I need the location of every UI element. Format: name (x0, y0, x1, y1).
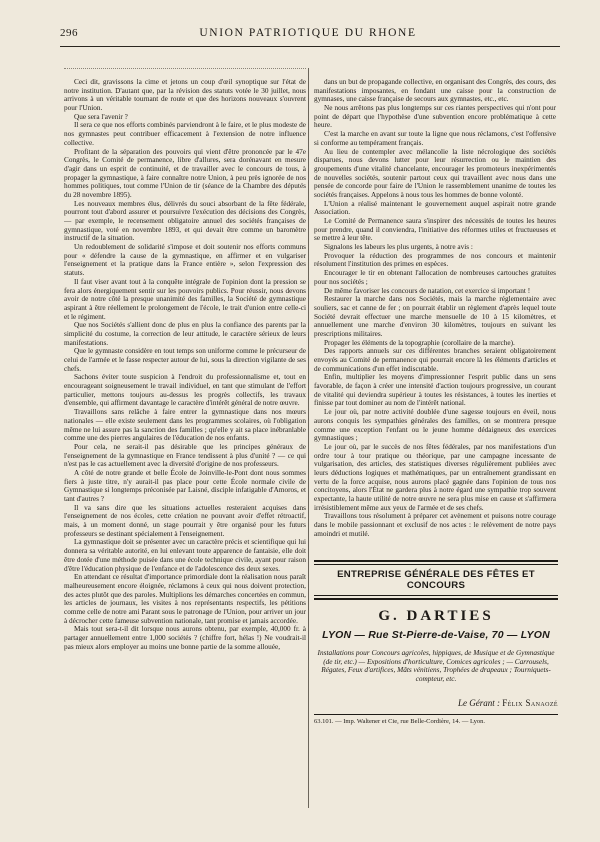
paragraph: Le jour où, par le succès de nos fêtes fédérales, par nos manifestations d'un ordre tour à tour pratique ou théorique, par une campagne incessante de vulgarisation, des articles, des statistiques diverses régulièrement publiées avec leurs déductions logiques et mathématiques, par un entraînement grandissant en vertu de la force acquise, nous aurons placé gagnée dans l'opinion de tous nos concitoyens, alors l'État ne gardera plus à notre égard une sympathie trop souvent expectante, la haute utilité de notre œuvre ne sera plus mise en cause et s'affirmera irrésistiblement même aux yeux de l'armée et de ses chefs. (314, 442, 556, 512)
paragraph: A côté de notre grande et belle École de Joinville-le-Pont dont nous sommes fiers à juste titre, n'y aurait-il pas place pour cette École normale civile de Gymnastique si longtemps préconisée par Laisné, disciple infatigable d'Amoros, et tant d'autres ? (64, 468, 306, 503)
paragraph: Mais tout sera-t-il dit lorsque nous aurons obtenu, par exemple, 40,000 fr. à partager annuellement entre 1,000 sociétés ? (chiffre fort, hélas !) Ne voudrait-il pas mieux alors employer au moins une bonne partie de la somme allouée, (64, 625, 306, 651)
paragraph: Le Comité de Permanence saura s'inspirer des nécessités de toutes les heures pour prendre, quand il conviendra, l'initiative des réformes utiles et fructueuses et se mettre à leur tête. (314, 217, 556, 243)
paragraph: Enfin, multiplier les moyens d'impressionner l'esprit public dans un sens favorable, de façon à créer une intensité d'action toujours progressive, un courant de vitalité qui deviendra supérieur à toutes les résistances, à toutes les inerties et finisse par tout dominer au nom de l'intérêt national. (314, 373, 556, 408)
paragraph: Ne nous arrêtons pas plus longtemps sur ces riantes perspectives qui n'ont pour point de départ que l'hypothèse d'une subvention encore problématique à cette heure. (314, 104, 556, 130)
gerant-name: Félix Sanaozé (502, 697, 558, 708)
gerant-line (314, 698, 558, 708)
paragraph: Il va sans dire que les situations actuelles resteraient acquises dans l'enseignement de nos écoles, cette création ne pouvant avoir d'effet rétroactif, mais, à un moment donné, un stage pourrait y être organisé pour les futurs professeurs se destinant spécialement à l'enseignement. (64, 503, 306, 538)
paragraph: Il faut viser avant tout à la conquête intégrale de l'opinion dont la pression se fera alors énergiquement sentir sur les pouvoirs publics. Pour réussir, nous devons avoir de notre côté la presque unanimité des familles, la Société de gymnastique aspirant à être réellement le prolongement de l'école, le trait d'union entre celle-ci et le régiment. (64, 277, 306, 321)
paragraph: Ceci dit, gravissons la cime et jetons un coup d'œil synoptique sur l'état de notre institution. D'autant que, par la révision des statuts votée le 30 juillet, nous arrivons à un véritable tournant de route et que des horizons nouveaux s'ouvrent pour l'Union. (64, 78, 306, 113)
paragraph: Que le gymnaste considère en tout temps son uniforme comme le précurseur de celui de l'armée et le fasse respecter autour de lui, sous la direction vigilante de ses chefs. (64, 347, 306, 373)
advertisement-block (314, 560, 558, 725)
paragraph: Que nos Sociétés s'allient donc de plus en plus la confiance des parents par la simplicité du costume, la correction de leur attitude, le caractère sérieux de leurs manifestations. (64, 321, 306, 347)
paragraph: Sachons éviter toute suspicion à l'endroit du professionnalisme et, tout en encourageant soigneusement le travail individuel, en tant que stimulant de l'effort particulier, mettons toujours au-dessus les progrès collectifs, les travaux d'ensemble, qui affirment davantage le caractère d'intérêt général de notre œuvre. (64, 373, 306, 408)
ad-bottom-rule (314, 595, 558, 600)
paragraph: L'Union a réalisé maintenant le gouvernement auquel aspirait notre grande Association. (314, 199, 556, 217)
paragraph: En attendant ce résultat d'importance primordiale dont la réalisation nous paraît malheureusement encore éloignée, réclamons à ceux qui nous doivent protection, des actes plutôt que des paroles. Multiplions les démarches concertées en commun, les articles de journaux, les visites à nos représentants respectifs, les pétitions comme celle de notre ami Parant sous le patronage de l'Union, pour arriver un jour à décrocher cette fameuse subvention nationale, tant promise et jamais accordée. (64, 573, 306, 625)
header-rule (60, 46, 560, 47)
paragraph: Propager les éléments de la topographie (corollaire de la marche). (324, 338, 515, 347)
paragraph: C'est la marche en avant sur toute la ligne que nous réclamons, c'est l'offensive si conforme au tempérament français. (314, 130, 556, 147)
firm-address: LYON — Rue St-Pierre-de-Vaise, 70 — LYON (322, 629, 550, 641)
paragraph: Restaurer la marche dans nos Sociétés, mais la marche réglementaire avec souliers, sac et canne de fer ; on pourrait établir un règlement d'après lequel toute Société devrait effectuer une marche mensuelle de 10 à 15 kilomètres, et annuellement une marche d'environ 30 kilomètres, toujours en suivant les prescriptions militaires. (314, 295, 556, 338)
paragraph: De même favoriser les concours de natation, cet exercice si important ! (324, 286, 531, 295)
paragraph: Il sera ce que nos efforts combinés parviendront à le faire, et le plus modeste de nos gymnastes peut contribuer efficacement à l'extension de notre influence collective. (64, 121, 306, 147)
left-text-column (64, 78, 306, 820)
paragraph: Profitant de la séparation des pouvoirs qui vient d'être prononcée par le 47e Congrès, le Comité de permanence, libre d'allures, sera dorénavant en mesure d'agir dans un esprit de continuité, et de travailler avec le concours de tous, à propager la gymnastique, à faire connaître notre Union, à peu près ignorée de nos hommes politiques, tout comme l'Union de tir (séance de la Chambre des députés du 28 novembre 1895). (64, 147, 306, 199)
paragraph: Encourager le tir en obtenant l'allocation de nombreuses cartouches gratuites pour nos sociétés ; (314, 269, 556, 286)
firm-description: Installations pour Concours agricoles, hippiques, de Musique et de Gymnastique (de tir, etc.) — Expositions d'horticulture, Comices agricoles ; — Carrousels, Régates, Feux d'artifices, Mâts vénitiens, Trophées de drapeaux ; Tourniquets-compteur, etc. (317, 648, 555, 684)
page-number: 296 (60, 27, 78, 39)
paragraph: La gymnastique doit se présenter avec un caractère précis et scientifique qui lui donnera sa véritable autorité, en lui enlevant toute apparence de fantaisie, elle doit être dotée d'une méthode puisée dans une école technique civile, ayant pour raison d'être l'éducation physique de l'enfance et de l'adolescence des deux sexes. (64, 538, 306, 573)
firm-name: G. DARTIES (378, 608, 494, 624)
column-separator (308, 68, 309, 808)
ad-top-rule (314, 560, 558, 565)
paragraph: Le jour où, par notre activité doublée d'une sagesse toujours en éveil, nous aurons conquis les sympathies générales des familles, on se montrera presque comme une exception l'enfant ou le jeune homme dédaigneux des exercices gymnastiques ; (314, 408, 556, 443)
paragraph: Travaillons tous résolument à préparer cet avènement et puisons notre courage dans le mobile passionnant et exclusif de nos actes : le relèvement de notre pays amoindri et mutilé. (314, 512, 556, 538)
paragraph: Signalons les labeurs les plus urgents, à notre avis : (324, 243, 473, 252)
paragraph: Que sera l'avenir ? (74, 112, 128, 121)
ad-title: ENTREPRISE GÉNÉRALE DES FÊTES ET CONCOURS (337, 569, 535, 591)
gerant-label: Le Gérant : (457, 697, 500, 708)
paragraph: Un redoublement de solidarité s'impose et doit soutenir nos efforts communs pour « défendre la cause de la gymnastique, en affirmer et en vulgariser l'enseignement et la pratique dans la France entière », selon l'expression des statuts. (64, 243, 306, 278)
paragraph: Les nouveaux membres élus, délivrés du souci absorbant de la fête fédérale, pourront tout d'abord assurer et poursuivre l'exécution des décisions des Congrès, — par exemple, le recensement obligatoire annuel des sociétés françaises de gymnastique, voté en novembre 1893, et qui devait être comme un baromètre instructif de la situation. (64, 199, 306, 243)
right-text-column (314, 78, 556, 538)
paragraph: Provoquer la réduction des programmes de nos concours et maintenir résolument l'institution des primes en espèces. (314, 251, 556, 269)
section-divider (64, 68, 306, 69)
paragraph: dans un but de propagande collective, en organisant des Congrès, des cours, des manifestations imposantes, en fondant une caisse pour la construction de gymnases, une caisse française de secours aux gymnastes, etc., etc. (314, 78, 556, 104)
printer-imprint: 63.101. — Imp. Waltener et Cie, rue Belle-Cordière, 14. — Lyon. (314, 714, 558, 725)
paragraph: Pour cela, ne serait-il pas désirable que les principes généraux de l'enseignement de la gymnastique en France tendissent à plus d'unité ? — ce qui n'est pas le cas actuellement avec la diversité d'origine de nos professeurs. (64, 442, 306, 469)
paragraph: Au lieu de contempler avec mélancolie la liste nécrologique des sociétés disparues, nous devons lutter pour leur résurrection ou le maintien des groupements d'une vitalité chancelante, encourager les promoteurs inexpérimentés de nouvelles sociétés, soutenir partout ceux qui travaillent avec nous dans une pensée de concorde pour faire de l'Union le rassemblement unanime de toutes les sociétés françaises. Appelons à nous tous les hommes de bonne volonté. (314, 147, 556, 199)
paragraph: Des rapports annuels sur ces différentes branches seraient obligatoirement envoyés au Comité de permanence qui pourrait encore là les éléments d'articles et de communications d'un effet indiscutable. (314, 347, 556, 373)
journal-title: UNION PATRIOTIQUE DU RHONE (199, 27, 417, 39)
paragraph: Travaillons sans relâche à faire entrer la gymnastique dans nos mœurs nationales — elle existe seulement dans les programmes scolaires, où l'obligation même ne lui assure pas la sanction des familles ; qu'elle y ait sa place inébranlable comme une des pierres angulaires de l'éducation de nos enfants. (64, 408, 306, 443)
page-header (60, 27, 556, 43)
